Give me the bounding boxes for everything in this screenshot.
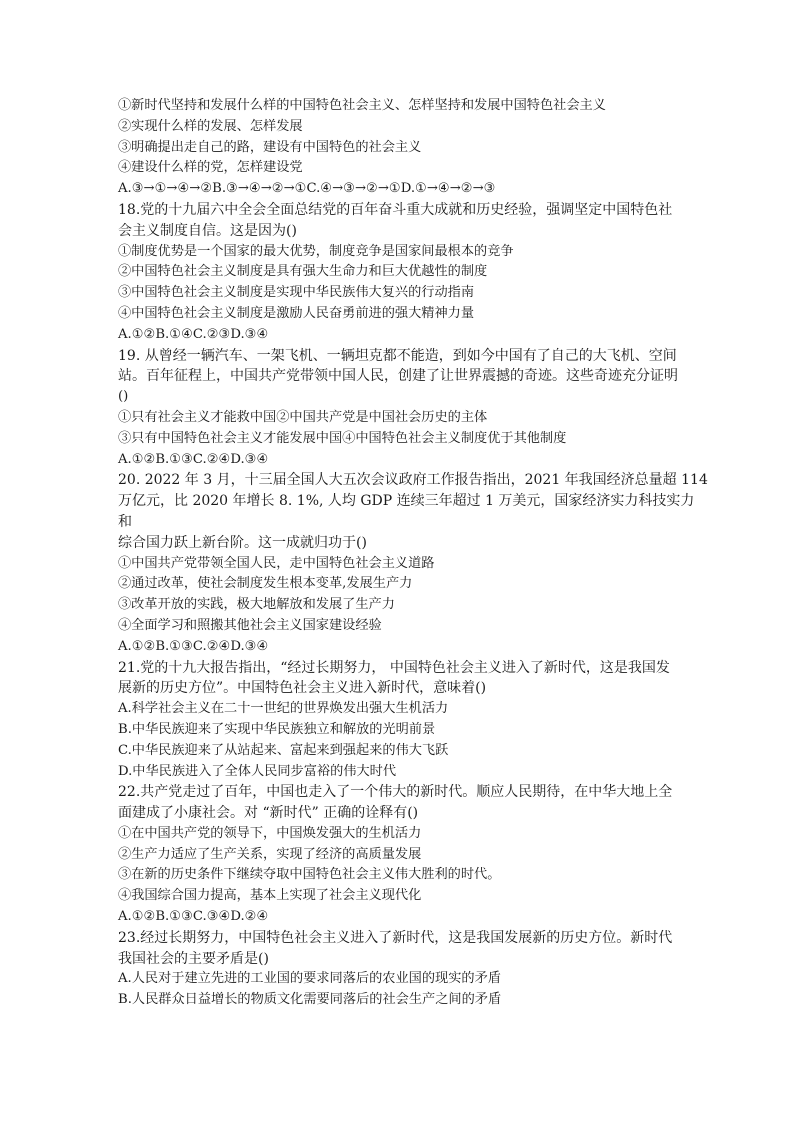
option-line: ②实现什么样的发展、怎样发展 [118, 118, 303, 134]
question-21 [118, 658, 678, 783]
answer-choices: A.①②B.①③C.③④D.②④ [118, 909, 269, 925]
option-line: ③明确提出走自己的路，建设有中国特色的社会主义 [118, 139, 422, 155]
question-stem: 22.共产党走过了百年，中国也走入了一个伟大的新时代。顺应人民期待，在中华大地上全 [118, 784, 673, 801]
option-line: ②通过改革，使社会制度发生根本变革,发展生产力 [118, 576, 413, 592]
question-stem: 展新的历史方位”。中国特色社会主义进入新时代，意味着() [118, 680, 487, 697]
question-19 [118, 346, 678, 471]
option-line: A.科学社会主义在二十一世纪的世界焕发出强大生机活力 [118, 701, 449, 717]
question-stem: 和 [118, 513, 132, 530]
option-line: ①新时代坚持和发展什么样的中国特色社会主义、怎样坚持和发展中国特色社会主义 [118, 98, 606, 113]
option-line: ④中国特色社会主义制度是激励人民奋勇前进的强大精神力量 [118, 305, 475, 321]
question-18 [118, 200, 678, 346]
question-stem: 站。百年征程上，中国共产党带领中国人民，创建了让世界震撼的奇迹。这些奇迹充分证明 [118, 368, 678, 385]
option-line: B.人民群众日益增长的物质文化需要同落后的社会生产之间的矛盾 [118, 992, 502, 1008]
option-line: ③中国特色社会主义制度是实现中华民族伟大复兴的行动指南 [118, 285, 475, 301]
question-stem: 我国社会的主要矛盾是() [118, 950, 269, 967]
question-22 [118, 782, 678, 928]
option-line: D.中华民族进入了全体人民同步富裕的伟大时代 [118, 763, 397, 779]
option-line: ①制度优势是一个国家的最大优势，制度竞争是国家间最根本的竞争 [118, 243, 514, 259]
option-line: ②生产力适应了生产关系，实现了经济的高质量发展 [118, 846, 422, 862]
option-line: A.人民对于建立先进的工业国的要求同落后的农业国的现实的矛盾 [118, 971, 501, 987]
option-line: ①只有社会主义才能救中国②中国共产党是中国社会历史的主体 [118, 409, 488, 425]
question-stem: 23.经过长期努力，中国特色社会主义进入了新时代，这是我国发展新的历史方位。新时代 [118, 929, 673, 946]
option-line: ③在新的历史条件下继续夺取中国特色社会主义伟大胜利的时代。 [118, 867, 501, 883]
option-line: C.中华民族迎来了从站起来、富起来到强起来的伟大飞跃 [118, 742, 449, 758]
question-stem: 会主义制度自信。这是因为() [118, 222, 297, 239]
answer-choices: A.①②B.①③C.②④D.③④ [118, 451, 269, 467]
answer-choices: A.①②B.①③C.②④D.③④ [118, 638, 269, 654]
question-stem: 综合国力跃上新台阶。这一成就归功于() [118, 534, 367, 551]
option-line: ③改革开放的实践，极大地解放和发展了生产力 [118, 597, 395, 613]
question-stem: 21.党的十九大报告指出，“经过长期努力， 中国特色社会主义进入了新时代，这是我国发 [118, 659, 670, 676]
option-line: B.中华民族迎来了实现中华民族独立和解放的光明前景 [118, 721, 436, 737]
question-17-options [118, 96, 678, 200]
question-stem: 20. 2022 年 3 月，十三届全国人大五次会议政府工作报告指出，2021 年我国经济总量超 114 [118, 472, 708, 489]
question-stem: 面建成了小康社会。对 “新时代” 正确的诠释有() [118, 805, 419, 822]
question-stem: 19. 从曾经一辆汽车、一架飞机、一辆坦克都不能造，到如今中国有了自己的大飞机、空间 [118, 347, 677, 364]
exam-page [118, 96, 708, 1011]
option-line: ④我国综合国力提高，基本上实现了社会主义现代化 [118, 888, 422, 904]
question-23 [118, 928, 678, 1011]
option-line: ③只有中国特色社会主义才能发展中国④中国特色社会主义制度优于其他制度 [118, 430, 567, 446]
question-stem: () [118, 389, 129, 405]
question-stem: 18.党的十九届六中全会全面总结党的百年奋斗重大成就和历史经验，强调坚定中国特色社 [118, 201, 673, 218]
question-20 [118, 470, 708, 657]
question-stem: 万亿元，比 2020 年增长 8. 1%, 人均 GDP 连续三年超过 1 万美元，国家经济实力科技实力 [118, 493, 695, 510]
option-line: ①在中国共产党的领导下，中国焕发强大的生机活力 [118, 825, 422, 841]
answer-choices: A.③→①→④→②B.③→④→②→①C.④→③→②→①D.①→④→②→③ [118, 181, 496, 197]
option-line: ①中国共产党带领全国人民，走中国特色社会主义道路 [118, 555, 435, 571]
option-line: ②中国特色社会主义制度是具有强大生命力和巨大优越性的制度 [118, 264, 488, 280]
option-line: ④全面学习和照搬其他社会主义国家建设经验 [118, 617, 382, 633]
option-line: ④建设什么样的党，怎样建设党 [118, 160, 303, 176]
answer-choices: A.①②B.①④C.②③D.③④ [118, 326, 269, 342]
